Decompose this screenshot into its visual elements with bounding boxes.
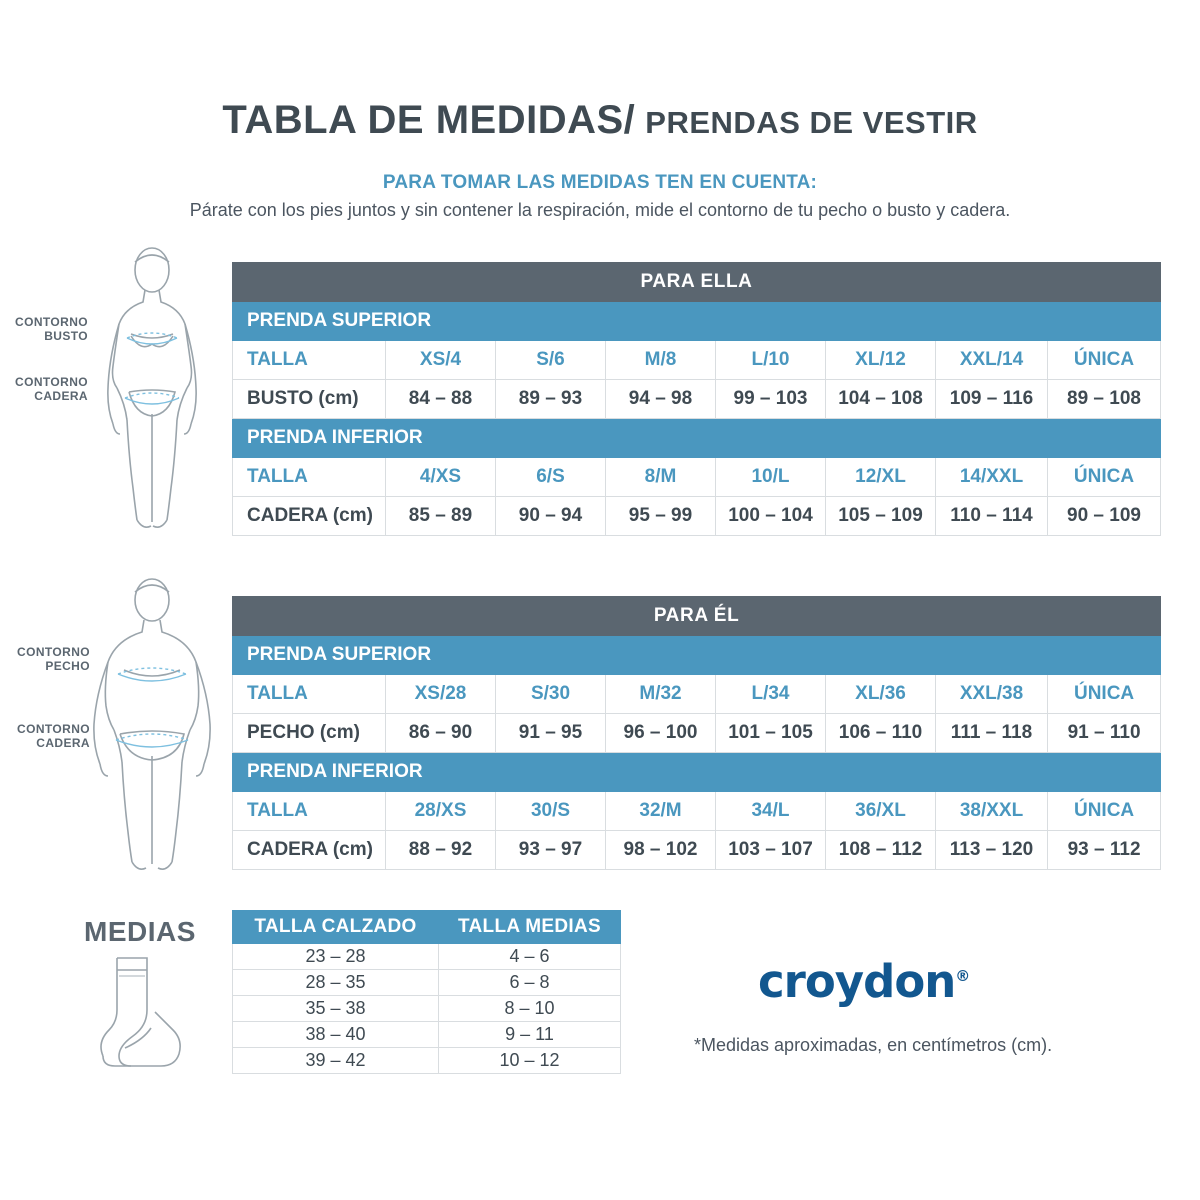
women-lower-measure-label: CADERA (cm)	[233, 497, 386, 536]
female-bust-label: CONTORNO BUSTO	[15, 315, 88, 343]
women-upper-size-2: M/8	[606, 341, 716, 380]
women-table-band: PARA ELLA	[233, 263, 1161, 302]
men-upper-value-4: 106 – 110	[826, 714, 936, 753]
socks-size-table	[232, 910, 621, 1074]
page-title-main: TABLA DE MEDIDAS/	[222, 98, 636, 142]
male-body-figure	[90, 570, 215, 880]
women-lower-value-3: 100 – 104	[716, 497, 826, 536]
men-upper-value-1: 91 – 95	[496, 714, 606, 753]
men-upper-size-label: TALLA	[233, 675, 386, 714]
table-row	[233, 944, 621, 970]
men-upper-size-1: S/30	[496, 675, 606, 714]
men-upper-measure-row	[233, 714, 1161, 753]
women-upper-value-6: 89 – 108	[1048, 380, 1161, 419]
women-lower-value-2: 95 – 99	[606, 497, 716, 536]
women-upper-section-row	[233, 302, 1161, 341]
women-upper-value-0: 84 – 88	[386, 380, 496, 419]
socks-shoe-0: 23 – 28	[233, 944, 439, 970]
men-upper-size-6: ÚNICA	[1048, 675, 1161, 714]
men-upper-size-5: XXL/38	[936, 675, 1048, 714]
table-row	[233, 1022, 621, 1048]
women-lower-size-label: TALLA	[233, 458, 386, 497]
women-upper-size-3: L/10	[716, 341, 826, 380]
socks-shoe-4: 39 – 42	[233, 1048, 439, 1074]
men-lower-size-label: TALLA	[233, 792, 386, 831]
men-size-table	[232, 596, 1161, 870]
men-upper-section-row	[233, 636, 1161, 675]
women-lower-size-3: 10/L	[716, 458, 826, 497]
women-upper-size-1: S/6	[496, 341, 606, 380]
women-lower-measure-row	[233, 497, 1161, 536]
female-body-figure	[95, 238, 210, 538]
women-lower-value-0: 85 – 89	[386, 497, 496, 536]
men-upper-size-0: XS/28	[386, 675, 496, 714]
table-row	[233, 970, 621, 996]
men-lower-size-row	[233, 792, 1161, 831]
men-lower-value-4: 108 – 112	[826, 831, 936, 870]
men-lower-measure-row	[233, 831, 1161, 870]
women-lower-size-2: 8/M	[606, 458, 716, 497]
women-lower-size-4: 12/XL	[826, 458, 936, 497]
men-upper-value-5: 111 – 118	[936, 714, 1048, 753]
socks-shoe-3: 38 – 40	[233, 1022, 439, 1048]
brand-name: croydon	[758, 955, 956, 1008]
women-upper-value-1: 89 – 93	[496, 380, 606, 419]
socks-size-4: 10 – 12	[439, 1048, 621, 1074]
women-lower-size-6: ÚNICA	[1048, 458, 1161, 497]
men-lower-value-5: 113 – 120	[936, 831, 1048, 870]
men-lower-section-label: PRENDA INFERIOR	[233, 753, 1161, 792]
men-lower-value-3: 103 – 107	[716, 831, 826, 870]
women-lower-section-label: PRENDA INFERIOR	[233, 419, 1161, 458]
men-lower-value-6: 93 – 112	[1048, 831, 1161, 870]
women-lower-size-row	[233, 458, 1161, 497]
men-upper-section-label: PRENDA SUPERIOR	[233, 636, 1161, 675]
women-lower-section-row	[233, 419, 1161, 458]
socks-size-3: 9 – 11	[439, 1022, 621, 1048]
women-upper-value-2: 94 – 98	[606, 380, 716, 419]
women-upper-size-row	[233, 341, 1161, 380]
socks-header-row	[233, 911, 621, 944]
women-upper-section-label: PRENDA SUPERIOR	[233, 302, 1161, 341]
men-upper-value-6: 91 – 110	[1048, 714, 1161, 753]
socks-section-title: MEDIAS	[84, 916, 196, 947]
men-lower-size-1: 30/S	[496, 792, 606, 831]
women-table-band-row	[233, 263, 1161, 302]
men-upper-size-4: XL/36	[826, 675, 936, 714]
women-lower-value-5: 110 – 114	[936, 497, 1048, 536]
women-upper-measure-label: BUSTO (cm)	[233, 380, 386, 419]
female-hip-label: CONTORNO CADERA	[15, 375, 88, 403]
socks-shoe-2: 35 – 38	[233, 996, 439, 1022]
footnote-text: *Medidas aproximadas, en centímetros (cm).	[694, 1035, 1053, 1055]
male-chest-label: CONTORNO PECHO	[17, 645, 90, 673]
brand-logo	[758, 955, 970, 1008]
women-upper-value-3: 99 – 103	[716, 380, 826, 419]
men-lower-measure-label: CADERA (cm)	[233, 831, 386, 870]
men-upper-measure-label: PECHO (cm)	[233, 714, 386, 753]
men-upper-size-row	[233, 675, 1161, 714]
women-upper-value-4: 104 – 108	[826, 380, 936, 419]
women-upper-size-label: TALLA	[233, 341, 386, 380]
male-hip-label: CONTORNO CADERA	[17, 722, 90, 750]
men-lower-value-1: 93 – 97	[496, 831, 606, 870]
men-lower-size-4: 36/XL	[826, 792, 936, 831]
men-upper-value-2: 96 – 100	[606, 714, 716, 753]
women-upper-size-4: XL/12	[826, 341, 936, 380]
page-title-sub: PRENDAS DE VESTIR	[645, 105, 978, 140]
page-title	[0, 98, 1200, 143]
socks-header-0: TALLA CALZADO	[233, 911, 439, 944]
sock-icon	[95, 952, 205, 1072]
women-upper-size-0: XS/4	[386, 341, 496, 380]
table-row	[233, 1048, 621, 1074]
women-lower-value-1: 90 – 94	[496, 497, 606, 536]
men-upper-size-3: L/34	[716, 675, 826, 714]
women-lower-size-5: 14/XXL	[936, 458, 1048, 497]
socks-header-1: TALLA MEDIAS	[439, 911, 621, 944]
socks-size-1: 6 – 8	[439, 970, 621, 996]
table-row	[233, 996, 621, 1022]
men-lower-size-0: 28/XS	[386, 792, 496, 831]
men-upper-value-0: 86 – 90	[386, 714, 496, 753]
men-lower-size-2: 32/M	[606, 792, 716, 831]
men-lower-value-2: 98 – 102	[606, 831, 716, 870]
men-lower-size-3: 34/L	[716, 792, 826, 831]
women-lower-size-1: 6/S	[496, 458, 606, 497]
men-lower-section-row	[233, 753, 1161, 792]
women-lower-value-4: 105 – 109	[826, 497, 936, 536]
women-upper-size-6: ÚNICA	[1048, 341, 1161, 380]
men-table-band-row	[233, 597, 1161, 636]
men-lower-size-6: ÚNICA	[1048, 792, 1161, 831]
women-size-table	[232, 262, 1161, 536]
men-upper-value-3: 101 – 105	[716, 714, 826, 753]
women-upper-measure-row	[233, 380, 1161, 419]
registered-mark: ®	[955, 967, 971, 985]
instructions-text: Párate con los pies juntos y sin contener la respiración, mide el contorno de tu pecho o busto y cadera.	[189, 200, 1011, 220]
women-lower-value-6: 90 – 109	[1048, 497, 1161, 536]
men-table-band: PARA ÉL	[233, 597, 1161, 636]
instructions-heading: PARA TOMAR LAS MEDIDAS TEN EN CUENTA:	[382, 172, 818, 193]
men-upper-size-2: M/32	[606, 675, 716, 714]
women-lower-size-0: 4/XS	[386, 458, 496, 497]
men-lower-value-0: 88 – 92	[386, 831, 496, 870]
women-upper-value-5: 109 – 116	[936, 380, 1048, 419]
women-upper-size-5: XXL/14	[936, 341, 1048, 380]
socks-shoe-1: 28 – 35	[233, 970, 439, 996]
men-lower-size-5: 38/XXL	[936, 792, 1048, 831]
socks-size-0: 4 – 6	[439, 944, 621, 970]
socks-size-2: 8 – 10	[439, 996, 621, 1022]
